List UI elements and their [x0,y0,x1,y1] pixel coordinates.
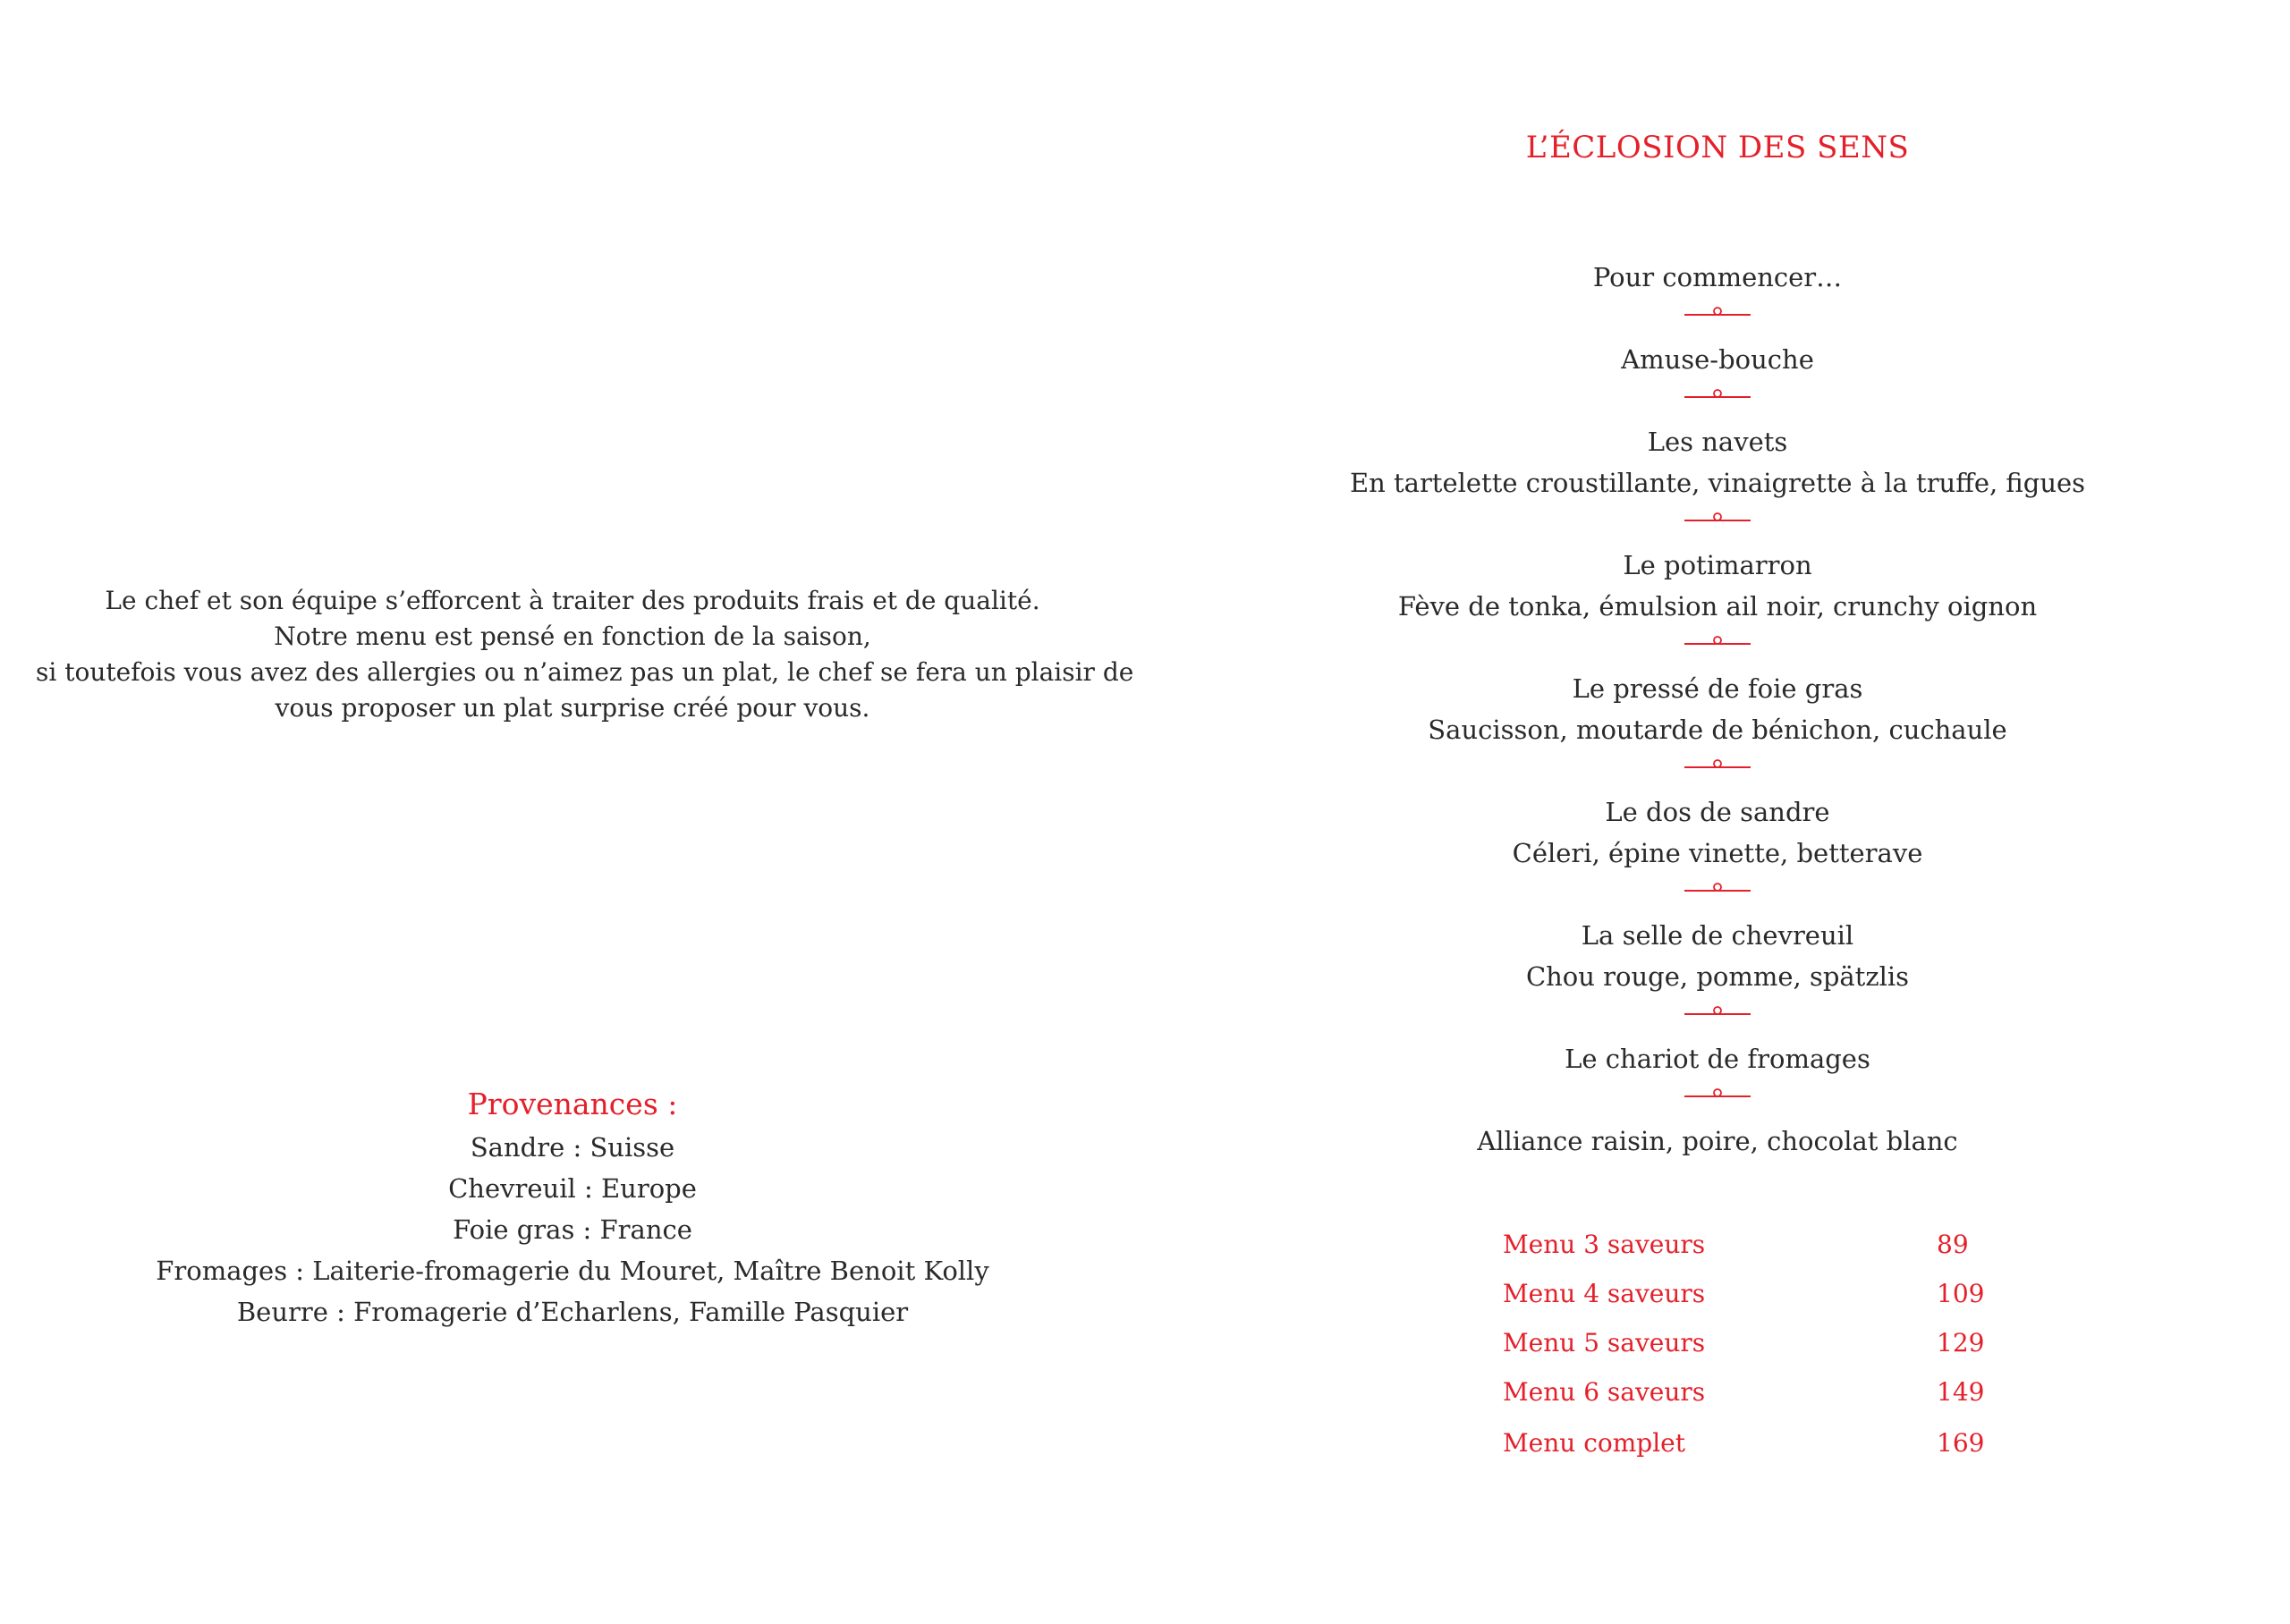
price-row [1503,1269,1985,1318]
price-row [1503,1367,1985,1417]
provenance-item: Foie gras : France [453,1214,692,1245]
menu-option-price: 149 [1937,1377,1985,1407]
provenance-item: Sandre : Suisse [470,1132,675,1163]
menu-option-label: Menu 3 saveurs [1503,1230,1706,1259]
course-name: Alliance raisin, poire, chocolat blanc [1477,1126,1958,1156]
intro-line: vous proposer un plat surprise créé pour vous. [275,693,870,723]
course-name: Le pressé de foie gras [1572,673,1863,704]
course-name: La selle de chevreuil [1581,920,1854,951]
course-name: Le dos de sandre [1605,797,1830,827]
course-name: Amuse-bouche [1621,344,1814,375]
price-row [1503,1220,1968,1269]
course-description: Chou rouge, pomme, spätzlis [1525,961,1910,992]
provenances-title: Provenances : [467,1087,678,1121]
intro-line: Notre menu est pensé en fonction de la saison, [274,622,871,651]
price-row [1503,1418,1985,1468]
course-description: Saucisson, moutarde de bénichon, cuchaule [1428,715,2007,745]
menu-option-label: Menu 4 saveurs [1503,1279,1706,1308]
provenance-item: Chevreuil : Europe [448,1173,697,1204]
flourish-separator-icon [1145,1079,2290,1121]
flourish-separator-icon [1145,380,2290,421]
price-list [1503,1220,1985,1468]
menu-option-price: 109 [1937,1279,1985,1308]
menu-option-label: Menu complet [1503,1428,1685,1458]
flourish-separator-icon [1145,298,2290,339]
flourish-separator-icon [1145,874,2290,915]
right-page [1145,0,2290,1624]
flourish-separator-icon [1145,750,2290,791]
course-name: Le potimarron [1623,550,1812,580]
menu-option-price: 89 [1937,1230,1969,1259]
menu-title: L’ÉCLOSION DES SENS [1525,130,1910,165]
course-description: Fève de tonka, émulsion ail noir, crunchy oignon [1397,591,2038,622]
menu-option-label: Menu 5 saveurs [1503,1328,1706,1358]
course-description: Céleri, épine vinette, betterave [1512,838,1923,868]
intro-text [36,583,1134,726]
course-name: Le chariot de fromages [1565,1044,1870,1074]
course-list [1145,257,2290,1162]
course-description: En tartelette croustillante, vinaigrette à la truffe, figues [1349,468,2086,498]
provenance-item: Fromages : Laiterie-fromagerie du Mouret, Maître Benoit Kolly [156,1256,989,1286]
flourish-separator-icon [1145,503,2290,545]
menu-option-label: Menu 6 saveurs [1503,1377,1706,1407]
intro-line: Le chef et son équipe s’efforcent à traiter des produits frais et de qualité. [105,586,1040,615]
menu-option-price: 129 [1937,1328,1985,1358]
price-row [1503,1318,1985,1367]
flourish-separator-icon [1145,997,2290,1038]
provenance-item: Beurre : Fromagerie d’Echarlens, Famille Pasquier [236,1297,909,1327]
provenances-section [36,1082,1109,1332]
intro-line: si toutefois vous avez des allergies ou n’aimez pas un plat, le chef se fera un plaisir de [36,657,1134,687]
course-name: Les navets [1647,427,1788,457]
course-name: Pour commencer… [1592,262,1843,292]
menu-option-price: 169 [1937,1428,1985,1458]
flourish-separator-icon [1145,627,2290,668]
